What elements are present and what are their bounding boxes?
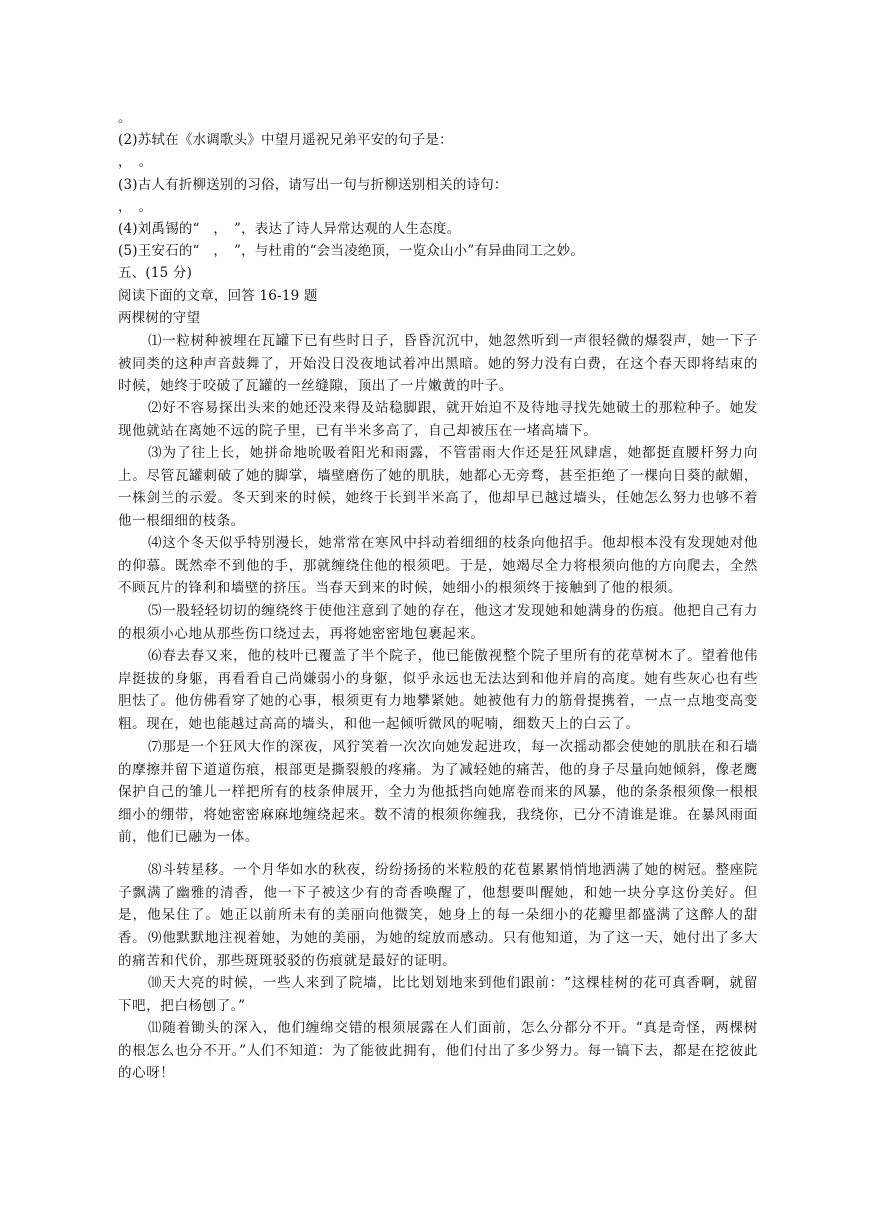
paragraph-11: ⑾随着锄头的深入，他们缠绵交错的根须展露在人们面前，怎么分都分不开。“真是奇怪，两棵树的根怎么也分不开。”人们不知道：为了能彼此拥有，他们付出了多少努力。每一镐下去，都是在挖彼此的心呀！ <box>118 1020 758 1082</box>
top-fragment: 。 <box>118 110 132 126</box>
paragraph-1: ⑴一粒树种被埋在瓦罐下已有些时日子，昏昏沉沉中，她忽然听到一声很轻微的爆裂声，她一下子被同类的这种声音鼓舞了，开始没日没夜地试着冲出黑暗。她的努力没有白费，在这个春天即将结束的时候，她终于咬破了瓦罐的一丝缝隙，顶出了一片嫩黄的叶子。 <box>118 333 758 395</box>
question-3-prompt: (3)古人有折柳送别的习俗，请写出一句与折柳送别相关的诗句： <box>118 177 508 193</box>
paragraph-4: ⑷这个冬天似乎特别漫长，她常常在寒风中抖动着细细的枝条向他招手。他却根本没有发现她对他的仰慕。既然牵不到他的手，那就缠绕住他的根须吧。于是，她竭尽全力将根须向他的方向爬去，全然不顾瓦片的锋利和墙壁的挤压。当春天到来的时候，她细小的根须终于接触到了他的根须。 <box>118 535 758 597</box>
question-3-blank: ， 。 <box>118 199 153 215</box>
paragraph-6: ⑹春去春又来，他的枝叶已覆盖了半个院子，他已能傲视整个院子里所有的花草树木了。望着他伟岸挺拔的身躯，再看看自己尚嫌弱小的身躯，似乎永远也无法达到和他并肩的高度。她有些灰心也有些胆怯了。他仿佛看穿了她的心事，根须更有力地攀紧她。她被他有力的筋骨提携着，一点一点地变高变粗。现在，她也能越过高高的墙头，和他一起倾听微风的呢喃，细数天上的白云了。 <box>118 648 758 732</box>
paragraph-5: ⑸一股轻轻切切的缠绕终于使他注意到了她的存在，他这才发现她和她满身的伤痕。他把自己有力的根须小心地从那些伤口绕过去，再将她密密地包裹起来。 <box>118 603 758 642</box>
question-2-prompt: (2)苏轼在《水调歌头》中望月遥祝兄弟平安的句子是： <box>118 132 453 148</box>
question-5-prompt: (5)王安石的“ ， ”，与杜甫的“会当凌绝顶，一览众山小”有异曲同工之妙。 <box>118 243 585 259</box>
paragraph-3: ⑶为了往上长，她拼命地吮吸着阳光和雨露，不管雷雨大作还是狂风肆虐，她都挺直腰杆努力向上。尽管瓦罐刺破了她的脚掌，墙壁磨伤了她的肌肤，她都心无旁骛，甚至拒绝了一棵向日葵的献媚，一株剑兰的示爱。冬天到来的时候，她终于长到半米高了，他却早已越过墙头，任她怎么努力也够不着他一根细细的枝条。 <box>118 445 758 529</box>
paragraph-8: ⑻斗转星移。一个月华如水的秋夜，纷纷扬扬的米粒般的花苞累累悄悄地洒满了她的树冠。整座院子飘满了幽雅的清香，他一下子被这少有的奇香唤醒了，他想要叫醒她，和她一块分享这份美好。但是，他呆住了。她正以前所未有的美丽向他微笑，她身上的每一朵细小的花瓣里都盛满了这醉人的甜香。 <box>118 862 758 946</box>
question-4-prompt: (4)刘禹锡的“ ， ”，表达了诗人异常达观的人生态度。 <box>118 221 461 237</box>
paragraph-7: ⑺那是一个狂风大作的深夜，风狞笑着一次次向她发起进攻，每一次摇动都会使她的肌肤在和石墙的摩擦并留下道道伤痕，根部更是撕裂般的疼痛。为了减轻她的痛苦，他的身子尽量向她倾斜，像老鹰保护自己的雏儿一样把所有的枝条伸展开，全力为他抵挡向她席卷而来的风暴，他的条条根须像一根根细小的绷带，将她密密麻麻地缠绕起来。数不清的根须你缠我，我绕你，已分不清谁是谁。在暴风雨面前，他们已融为一体。 <box>118 739 758 846</box>
section-heading: 五、(15 分) <box>118 265 193 281</box>
article-title: 两棵树的守望 <box>118 310 201 326</box>
question-2-blank: ， 。 <box>118 154 153 170</box>
paragraph-10: ⑽天大亮的时候，一些人来到了院墙，比比划划地来到他们跟前：“这棵桂树的花可真香啊，就留下吧，把白杨刨了。” <box>118 975 758 1014</box>
paragraph-2: ⑵好不容易探出头来的她还没来得及站稳脚跟，就开始迫不及待地寻找先她破土的那粒种子。她发现他就站在离她不远的院子里，已有半米多高了，自己却被压在一堵高墙下。 <box>118 400 758 439</box>
paragraph-9: ⑼他默默地注视着她，为她的美丽，为她的绽放而感动。只有他知道，为了这一天，她付出了多大的痛苦和代价，那些斑斑驳驳的伤痕就是最好的证明。 <box>118 930 758 969</box>
section-instruction: 阅读下面的文章，回答 16-19 题 <box>118 288 318 304</box>
